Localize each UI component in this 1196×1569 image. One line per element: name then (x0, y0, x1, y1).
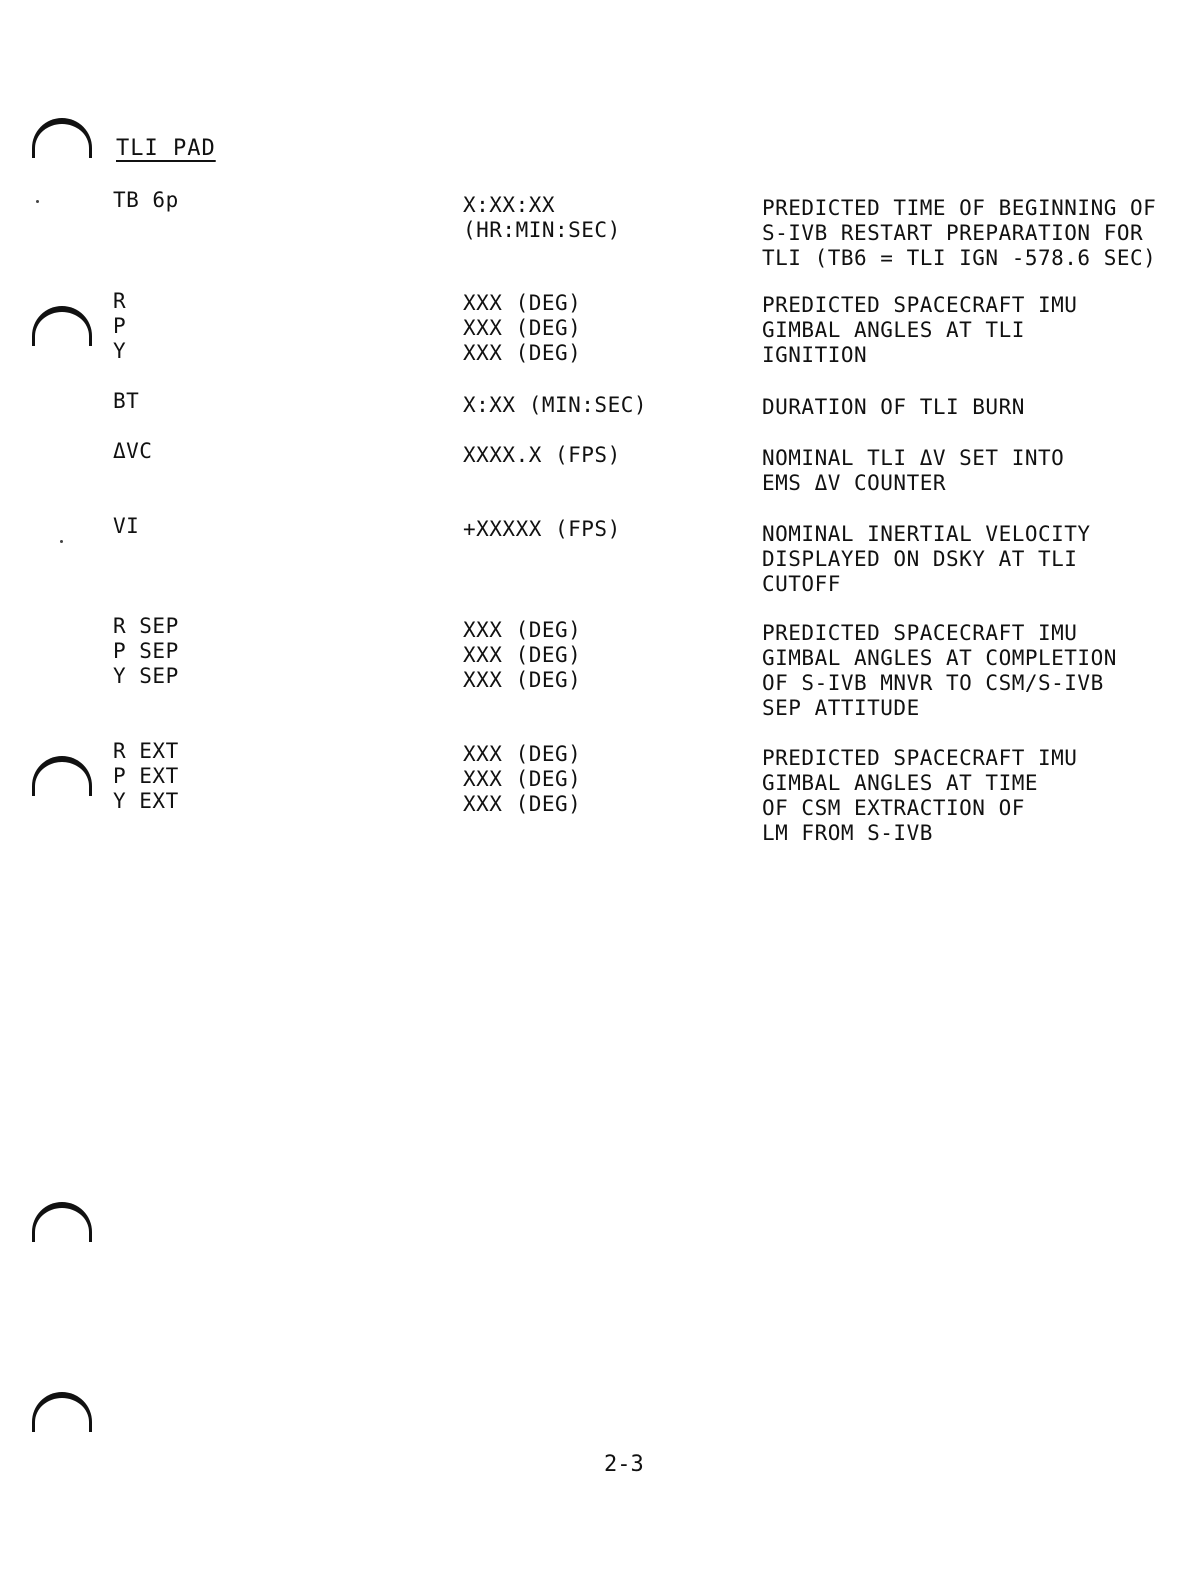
punch-hole-3 (32, 756, 92, 796)
description-cell (762, 746, 1182, 846)
parameter-label: TB 6p (113, 188, 179, 212)
description-line: TLI (TB6 = TLI IGN -578.6 SEC) (762, 246, 1157, 270)
value-format: XXX (DEG) (463, 792, 582, 816)
value-cell (463, 517, 753, 542)
punch-hole-2 (32, 306, 92, 346)
description-line: LM FROM S-IVB (762, 821, 933, 845)
description-line: DISPLAYED ON DSKY AT TLI (762, 547, 1078, 571)
parameter-label: BT (113, 389, 140, 413)
parameter-label: R EXT (113, 739, 179, 763)
parameter-label: VI (113, 514, 140, 538)
parameter-label: P SEP (113, 639, 179, 663)
page-number: 2-3 (604, 1452, 644, 1477)
parameter-label: ΔVC (113, 439, 153, 463)
description-line: SEP ATTITUDE (762, 696, 920, 720)
parameter-cell (113, 289, 413, 364)
punch-hole-5 (32, 1392, 92, 1432)
parameter-cell (113, 514, 413, 539)
value-format: XXX (DEG) (463, 341, 582, 365)
value-format: XXX (DEG) (463, 291, 582, 315)
parameter-label: R (113, 289, 127, 313)
description-cell (762, 395, 1182, 420)
parameter-cell (113, 188, 413, 213)
parameter-cell (113, 614, 413, 689)
parameter-label: P (113, 314, 127, 338)
value-format: XXX (DEG) (463, 767, 582, 791)
parameter-cell (113, 389, 413, 414)
description-cell (762, 621, 1182, 721)
parameter-label: P EXT (113, 764, 179, 788)
scan-speck (60, 540, 63, 543)
value-cell (463, 393, 753, 418)
value-cell (463, 291, 753, 366)
description-line: CUTOFF (762, 572, 841, 596)
parameter-label: Y (113, 339, 127, 363)
value-cell (463, 443, 753, 468)
value-cell (463, 193, 753, 243)
description-line: OF CSM EXTRACTION OF (762, 796, 1025, 820)
description-line: NOMINAL INERTIAL VELOCITY (762, 522, 1091, 546)
parameter-cell (113, 439, 413, 464)
value-format: XXX (DEG) (463, 316, 582, 340)
parameter-label: Y SEP (113, 664, 179, 688)
value-format: XXX (DEG) (463, 742, 582, 766)
description-line: OF S-IVB MNVR TO CSM/S-IVB (762, 671, 1104, 695)
description-line: DURATION OF TLI BURN (762, 395, 1025, 419)
description-line: EMS ΔV COUNTER (762, 471, 947, 495)
value-cell (463, 742, 753, 817)
description-line: GIMBAL ANGLES AT TIME (762, 771, 1039, 795)
description-line: GIMBAL ANGLES AT COMPLETION (762, 646, 1117, 670)
value-format: X:XX:XX (463, 193, 556, 217)
description-line: NOMINAL TLI ΔV SET INTO (762, 446, 1065, 470)
description-cell (762, 293, 1182, 368)
description-line: PREDICTED SPACECRAFT IMU (762, 621, 1078, 645)
description-line: IGNITION (762, 343, 868, 367)
parameter-cell (113, 739, 413, 814)
value-format: (HR:MIN:SEC) (463, 218, 621, 242)
description-line: PREDICTED TIME OF BEGINNING OF (762, 196, 1157, 220)
page-title: TLI PAD (116, 136, 216, 161)
description-line: PREDICTED SPACECRAFT IMU (762, 746, 1078, 770)
description-line: S-IVB RESTART PREPARATION FOR (762, 221, 1144, 245)
value-cell (463, 618, 753, 693)
punch-hole-1 (32, 118, 92, 158)
value-format: XXXX.X (FPS) (463, 443, 621, 467)
parameter-label: R SEP (113, 614, 179, 638)
scan-speck (36, 200, 39, 203)
value-format: XXX (DEG) (463, 668, 582, 692)
description-cell (762, 196, 1182, 271)
value-format: X:XX (MIN:SEC) (463, 393, 648, 417)
description-line: PREDICTED SPACECRAFT IMU (762, 293, 1078, 317)
value-format: +XXXXX (FPS) (463, 517, 621, 541)
value-format: XXX (DEG) (463, 643, 582, 667)
description-cell (762, 446, 1182, 496)
description-line: GIMBAL ANGLES AT TLI (762, 318, 1025, 342)
punch-hole-4 (32, 1202, 92, 1242)
parameter-label: Y EXT (113, 789, 179, 813)
description-cell (762, 522, 1182, 597)
value-format: XXX (DEG) (463, 618, 582, 642)
